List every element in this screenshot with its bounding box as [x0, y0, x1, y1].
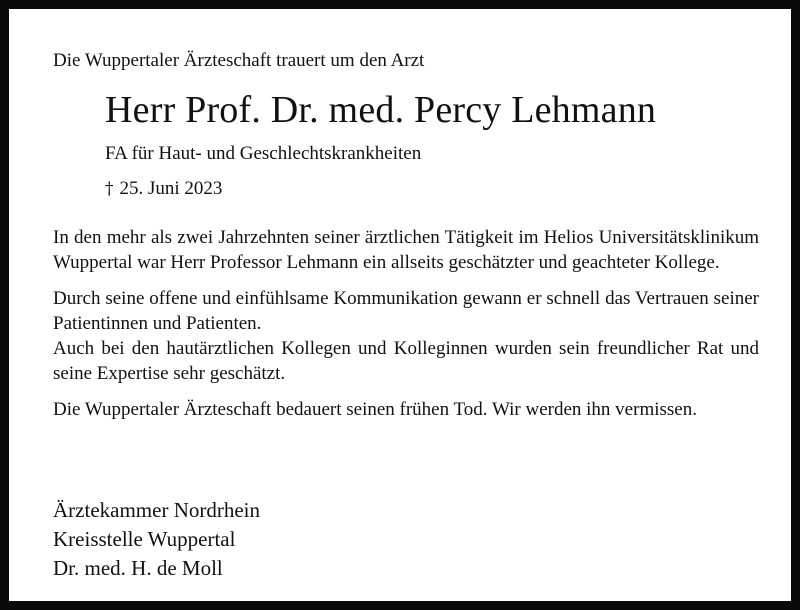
signature-organization: Ärztekammer Nordrhein [53, 498, 260, 522]
death-date: 25. Juni 2023 [119, 178, 223, 199]
notice-body [53, 225, 759, 422]
paragraph-condolence: Die Wuppertaler Ärzteschaft bedauert seinen frühen Tod. Wir werden ihn vermissen. [53, 399, 697, 420]
intro-line: Die Wuppertaler Ärzteschaft trauert um den Arzt [53, 50, 425, 71]
signature-person: Dr. med. H. de Moll [53, 556, 223, 580]
death-date-line [105, 177, 222, 201]
deceased-name: Herr Prof. Dr. med. Percy Lehmann [105, 89, 657, 131]
signature-branch: Kreisstelle Wuppertal [53, 527, 236, 551]
signature-block [53, 496, 260, 583]
paragraph-tenure: In den mehr als zwei Jahrzehnten seiner ärztlichen Tätigkeit im Helios Universitätsklinikum Wuppertal war Herr Professor Lehmann ein allseits geschätzter und geachteter Kollege. [53, 227, 759, 273]
specialty-line: FA für Haut- und Geschlechtskrankheiten [105, 143, 422, 164]
paragraph-colleagues: Auch bei den hautärztlichen Kollegen und Kolleginnen wurden sein freundlicher Rat und seine Expertise sehr geschätzt. [53, 338, 759, 384]
cross-icon: † [105, 179, 114, 199]
paragraph-communication: Durch seine offene und einfühlsame Kommunikation gewann er schnell das Vertrauen seiner Patientinnen und Patienten. [53, 288, 759, 334]
